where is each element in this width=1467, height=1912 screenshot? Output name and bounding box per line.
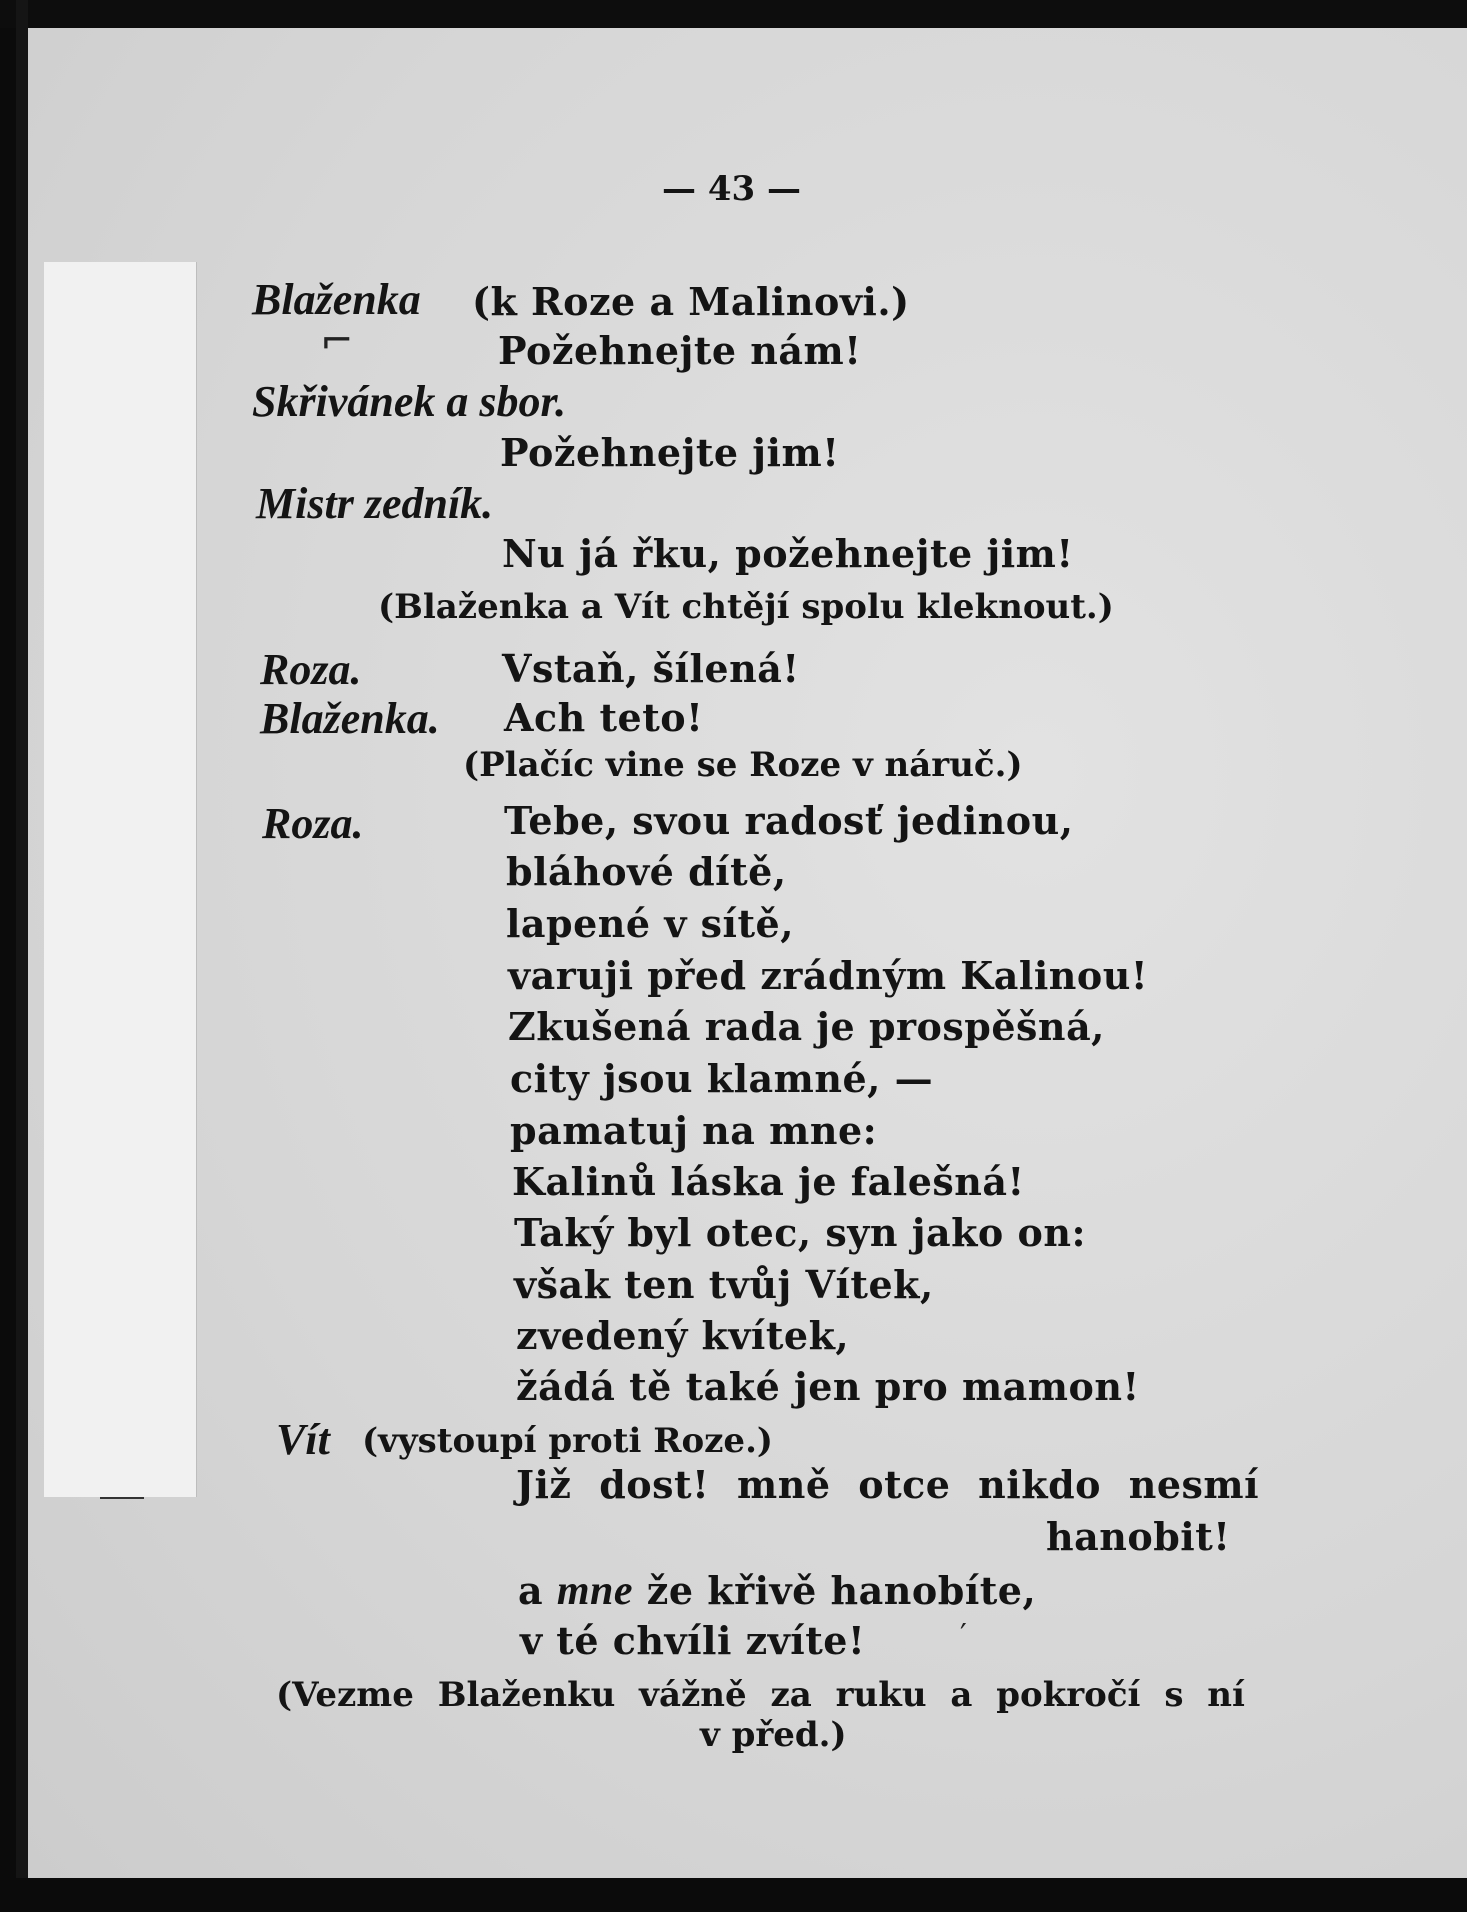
- verse-line: Tebe, svou radosť jedinou,: [504, 798, 1074, 843]
- verse-prefix: a: [518, 1568, 544, 1613]
- speaker-name: Roza.: [260, 645, 362, 694]
- scan-bottom-border: [0, 1878, 1467, 1912]
- speaker-name: Blaženka.: [260, 694, 440, 743]
- verse-line: Požehnejte jim!: [500, 430, 840, 475]
- stage-direction: (Vezme Blaženku vážně za ruku a pokročí s ní: [276, 1675, 1245, 1715]
- verse-line: zvedený kvítek,: [516, 1313, 850, 1358]
- verse-line: pamatuj na mne:: [510, 1108, 878, 1153]
- speaker-name: Skřivánek a sbor.: [252, 377, 567, 426]
- speaker-name: Blaženka: [252, 275, 421, 324]
- paper-strip: [44, 262, 197, 1497]
- pencil-mark: ′: [960, 1618, 967, 1653]
- verse-line: Taký byl otec, syn jako on:: [514, 1210, 1086, 1255]
- verse-line: Zkušená rada je prospěšná,: [508, 1004, 1105, 1049]
- stage-direction: (vystoupí proti Roze.): [362, 1421, 773, 1461]
- divider: [100, 1497, 144, 1499]
- speaker-name: Vít: [276, 1415, 330, 1464]
- speaker-name: Roza.: [262, 799, 364, 848]
- verse-line: hanobit!: [1046, 1514, 1231, 1559]
- verse-line: city jsou klamné, —: [510, 1056, 934, 1101]
- verse-line: žádá tě také jen pro mamon!: [516, 1364, 1140, 1409]
- verse-line: Ach teto!: [504, 695, 704, 740]
- verse-line: Vstaň, šílená!: [502, 646, 800, 691]
- page-number: — 43 —: [662, 169, 801, 209]
- verse-line: Požehnejte nám!: [498, 328, 862, 373]
- stage-direction: (Plačíc vine se Roze v náruč.): [463, 745, 1023, 785]
- verse-line: [518, 1570, 1036, 1612]
- verse-line: však ten tvůj Vítek,: [514, 1262, 934, 1307]
- stage-direction: (k Roze a Malinovi.): [472, 279, 910, 324]
- verse-line: varuji před zrádným Kalinou!: [508, 953, 1149, 998]
- emphasized-word: mne: [556, 1568, 634, 1614]
- verse-line: Kalinů láska je falešná!: [512, 1159, 1025, 1204]
- verse-line: Nu já řku, požehnejte jim!: [502, 531, 1074, 576]
- stage-direction: (Blaženka a Vít chtějí spolu kleknout.): [378, 587, 1114, 627]
- pencil-mark: ⌐: [320, 318, 354, 364]
- verse-line: v té chvíli zvíte!: [520, 1618, 866, 1663]
- stage-direction: v před.): [700, 1715, 847, 1755]
- scan-top-border: [0, 0, 1467, 28]
- verse-suffix: že křivě hanobíte,: [646, 1568, 1037, 1613]
- book-spine-edge: [16, 0, 28, 1912]
- verse-line: bláhové dítě,: [506, 849, 787, 894]
- speaker-name: Mistr zedník.: [256, 479, 494, 528]
- verse-line: lapené v sítě,: [506, 901, 794, 946]
- verse-line: Již dost! mně otce nikdo nesmí: [516, 1462, 1260, 1507]
